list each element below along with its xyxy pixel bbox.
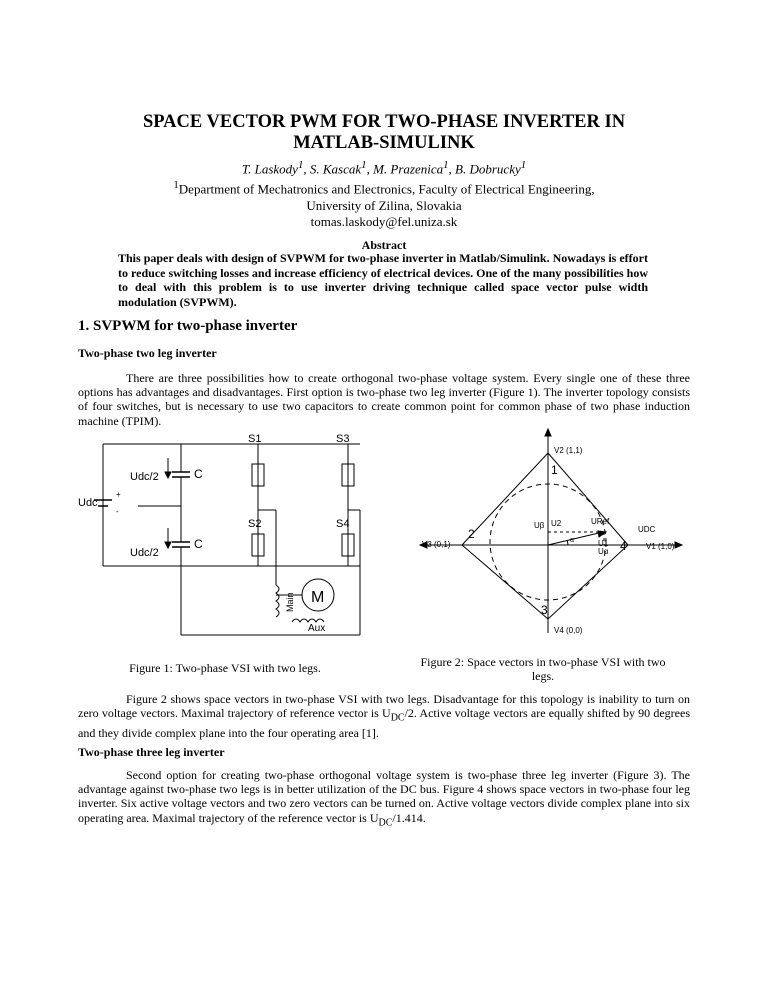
plus-label: +	[116, 490, 121, 499]
capacitor-top-label: C	[194, 467, 203, 481]
paragraph-text: There are three possibilities how to create orthogonal two-phase voltage system. Every single one of these three options has advantages and disadvantages. First option is two-phase two leg inverter (Figure 1). The inverter topology consists of four switches, but is necessary to use two capacitors to create common point for common phase of two phase induction machine (TPIM).	[78, 371, 690, 428]
udc-label: Udc	[78, 497, 98, 509]
figure-2-caption: Figure 2: Space vectors in two-phase VSI with two legs.	[420, 655, 666, 683]
uref-label: URef	[591, 517, 610, 526]
author-block	[60, 157, 708, 230]
udc-half-bottom-label: Udc/2	[130, 547, 159, 559]
figure-1-caption: Figure 1: Two-phase VSI with two legs.	[129, 661, 321, 675]
s2-label: S2	[248, 518, 262, 530]
sector-2-label: 2	[468, 527, 475, 541]
paper-title	[60, 112, 708, 154]
title-line-2: MATLAB-SIMULINK	[293, 133, 475, 153]
sector-3-label: 3	[541, 603, 548, 617]
v1-label: V1 (1,0)	[646, 542, 675, 551]
paragraph-two-leg	[78, 371, 690, 428]
paragraph-figure-2	[78, 692, 690, 740]
main-winding-label: Main	[285, 592, 295, 612]
v3-label: V3 (0,1)	[422, 540, 451, 549]
u-alpha-label: Uα	[598, 547, 609, 556]
figure-1-labels	[78, 430, 388, 650]
minus-label: -	[116, 507, 119, 516]
v2-label: V2 (1,1)	[554, 446, 583, 455]
figure-2-labels	[418, 428, 690, 642]
udc-vector-label: UDC	[638, 525, 656, 534]
abstract-text: This paper deals with design of SVPWM for two-phase inverter in Matlab/Simulink. Nowadays is effort to reduce switching losses and increase efficiency of electrical devices. One of the many possibilities how to deal with this problem is to use inverter driving technique called space vector pulse width modulation (SVPWM).	[118, 251, 648, 309]
s1-label: S1	[248, 433, 262, 445]
s4-label: S4	[336, 518, 350, 530]
aux-winding-label: Aux	[308, 623, 326, 634]
affiliation-line-2: University of Zilina, Slovakia	[306, 197, 462, 213]
sector-1-label: 1	[551, 463, 558, 477]
u2-label: U2	[551, 519, 562, 528]
author-names: T. Laskody$^1$, S. Kascak$^1$, M. Prazenica$^1$, B. Dobrucky$^1$	[241, 159, 527, 177]
subsection-heading-two-leg: Two-phase two leg inverter	[78, 346, 217, 360]
paragraph-three-leg	[78, 768, 690, 830]
section-heading: 1. SVPWM for two-phase inverter	[78, 318, 298, 334]
paragraph-text: Figure 2 shows space vectors in two-phase VSI with two legs. Disadvantage for this topology is inability to turn on zero voltage vectors. Maximal trajectory of reference vector is $U_{DC}/2$. Active voltage vectors are equally shifted by 90 degrees and they divide complex plane into the four operating area [1].	[78, 692, 690, 740]
u-beta-label: Uβ	[534, 521, 545, 530]
alpha-angle-label: α	[570, 537, 575, 544]
author-email: tomas.laskody@fel.uniza.sk	[310, 213, 458, 229]
s3-label: S3	[336, 433, 350, 445]
paragraph-text: Second option for creating two-phase orthogonal voltage system is two-phase three leg inverter (Figure 3). The advantage against two-phase two legs is in better utilization of the DC bus. Figure 4 shows space vectors in two-phase four leg inverter. Six active voltage vectors and two zero vectors can be turned on. Active voltage vectors divide complex plane into six operating area. Maximal trajectory of the reference vector is $U_{DC}/1.414$.	[78, 768, 690, 828]
udc-half-top-label: Udc/2	[130, 471, 159, 483]
capacitor-bottom-label: C	[194, 537, 203, 551]
motor-label: M	[311, 589, 325, 606]
affiliation-line-1: $^1$Department of Mechatronics and Electronics, Faculty of Electrical Engineering,	[173, 179, 595, 197]
abstract-heading: Abstract	[361, 238, 407, 252]
u1-label: U1	[598, 539, 609, 548]
sector-4-label: 4	[620, 539, 627, 553]
title-line-1: SPACE VECTOR PWM FOR TWO-PHASE INVERTER IN	[142, 112, 626, 132]
subsection-heading-three-leg: Two-phase three leg inverter	[78, 745, 225, 759]
v4-label: V4 (0,0)	[554, 626, 583, 635]
